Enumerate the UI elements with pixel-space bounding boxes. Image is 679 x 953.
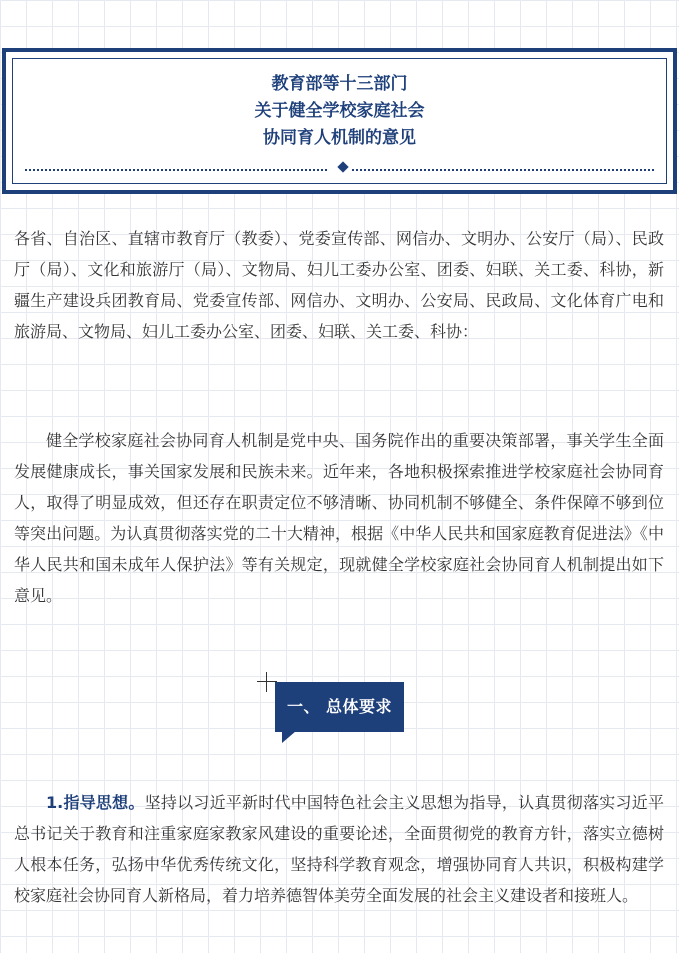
title-line-3: 协同育人机制的意见: [263, 128, 416, 148]
guiding-ideology-lead: 1.指导思想。: [46, 793, 145, 812]
section-heading-general-requirements: 一、 总体要求: [275, 682, 404, 732]
guiding-ideology-paragraph: [14, 787, 664, 911]
title-inner-frame: [12, 58, 667, 184]
section-heading-tail: [282, 731, 296, 743]
title-line-2: 关于健全学校家庭社会: [254, 101, 425, 121]
title-divider-left: [25, 169, 327, 171]
document-title-box: [2, 48, 677, 194]
intro-paragraph: 健全学校家庭社会协同育人机制是党中央、国务院作出的重要决策部署，事关学生全面发展健康成长，事关国家发展和民族未来。近年来，各地积极探索推进学校家庭社会协同育人，取得了明显成效，但还存在职责定位不够清晰、协同机制不够健全、条件保障不够到位等突出问题。为认真贯彻落实党的二十大精神，根据《中华人民共和国家庭教育促进法》《中华人民共和国未成年人保护法》等有关规定，现就健全学校家庭社会协同育人机制提出如下意见。: [14, 431, 664, 605]
guiding-ideology-text: 坚持以习近平新时代中国特色社会主义思想为指导，认真贯彻落实习近平总书记关于教育和注重家庭家教家风建设的重要论述，全面贯彻党的教育方针，落实立德树人根本任务，弘扬中华优秀传统文化，坚持科学教育观念，增强协同育人共识，积极构建学校家庭社会协同育人新格局，着力培养德智体美劳全面发展的社会主义建设者和接班人。: [14, 793, 664, 905]
addressee-paragraph: 各省、自治区、直辖市教育厅（教委）、党委宣传部、网信办、文明办、公安厅（局）、民政厅（局）、文化和旅游厅（局）、文物局、妇儿工委办公室、团委、妇联、关工委、科协，新疆生产建设兵团教育局、党委宣传部、网信办、文明办、公安局、民政局、文化体育广电和旅游局、文物局、妇儿工委办公室、团委、妇联、关工委、科协：: [14, 229, 664, 341]
crosshair-icon: [257, 672, 277, 692]
document-title: [13, 71, 666, 152]
diamond-icon: [337, 161, 348, 172]
title-line-1: 教育部等十三部门: [271, 74, 408, 94]
title-divider-right: [352, 169, 654, 171]
